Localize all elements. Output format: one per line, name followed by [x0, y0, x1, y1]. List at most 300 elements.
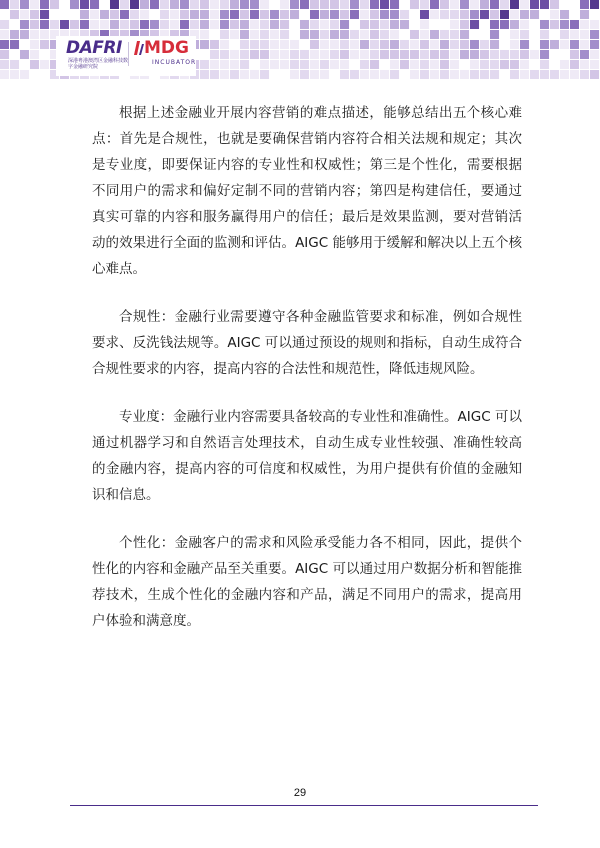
mosaic-tile	[370, 70, 379, 79]
mosaic-tile	[510, 60, 519, 69]
mosaic-tile	[270, 50, 279, 59]
mosaic-tile	[580, 70, 589, 79]
mosaic-tile	[590, 0, 599, 9]
mosaic-tile	[560, 60, 569, 69]
mosaic-tile	[320, 70, 329, 79]
paragraph-personalization: 个性化：金融客户的需求和风险承受能力各不相同，因此，提供个性化的内容和金融产品至关重要。AIGC 可以通过用户数据分析和智能推荐技术，生成个性化的金融内容和产品，满足不同用户的需求，提高用户体验和满意度。	[92, 535, 522, 629]
mosaic-tile	[400, 60, 409, 69]
mosaic-tile	[420, 70, 429, 79]
mosaic-tile	[450, 40, 459, 49]
mosaic-tile	[460, 10, 469, 19]
mosaic-tile	[280, 50, 289, 59]
mosaic-tile	[10, 30, 19, 39]
mosaic-tile	[420, 50, 429, 59]
mosaic-tile	[70, 0, 79, 9]
mosaic-tile	[410, 0, 419, 9]
mosaic-tile	[430, 70, 439, 79]
mosaic-tile	[340, 70, 349, 79]
mosaic-tile	[590, 50, 599, 59]
mosaic-tile	[250, 70, 259, 79]
mosaic-tile	[520, 60, 529, 69]
dafri-logo	[62, 38, 129, 72]
mosaic-tile	[210, 20, 219, 29]
mosaic-tile	[580, 50, 589, 59]
mosaic-tile	[410, 70, 419, 79]
mosaic-tile	[320, 60, 329, 69]
mosaic-tile	[420, 60, 429, 69]
mosaic-tile	[170, 20, 179, 29]
mosaic-tile	[160, 10, 169, 19]
mosaic-tile	[590, 40, 599, 49]
paragraph-compliance: 合规性：金融行业需要遵守各种金融监管要求和标准，例如合规性要求、反洗钱法规等。AIGC 可以通过预设的规则和指标，自动生成符合合规性要求的内容，提高内容的合法性和规范性，降低违规风险。	[92, 309, 522, 377]
mosaic-tile	[280, 60, 289, 69]
mosaic-tile	[490, 30, 499, 39]
mosaic-tile	[590, 60, 599, 69]
mosaic-tile	[570, 70, 579, 79]
mosaic-tile	[330, 0, 339, 9]
mosaic-tile	[110, 0, 119, 9]
mosaic-tile	[470, 10, 479, 19]
mosaic-tile	[590, 30, 599, 39]
mosaic-tile	[120, 0, 129, 9]
mosaic-tile	[220, 40, 229, 49]
mosaic-tile	[260, 60, 269, 69]
mosaic-tile	[520, 50, 529, 59]
mosaic-tile	[30, 0, 39, 9]
mosaic-tile	[470, 50, 479, 59]
mosaic-tile	[320, 10, 329, 19]
mosaic-tile	[0, 60, 9, 69]
mdg-logo-subtitle: INCUBATOR	[152, 59, 197, 66]
mosaic-tile	[220, 50, 229, 59]
mosaic-tile	[390, 40, 399, 49]
mosaic-tile	[450, 0, 459, 9]
mosaic-tile	[160, 0, 169, 9]
mosaic-tile	[280, 20, 289, 29]
mosaic-tile	[580, 30, 589, 39]
mosaic-tile	[360, 10, 369, 19]
mosaic-tile	[460, 50, 469, 59]
mosaic-tile	[260, 30, 269, 39]
mosaic-tile	[310, 50, 319, 59]
mosaic-tile	[100, 10, 109, 19]
mosaic-tile	[490, 10, 499, 19]
mosaic-tile	[340, 20, 349, 29]
mosaic-tile	[510, 20, 519, 29]
mosaic-tile	[450, 30, 459, 39]
footer-divider	[70, 805, 538, 806]
mosaic-tile	[370, 40, 379, 49]
mosaic-tile	[410, 40, 419, 49]
mosaic-tile	[20, 10, 29, 19]
mosaic-tile	[250, 50, 259, 59]
mosaic-tile	[410, 60, 419, 69]
paragraph-intro: 根据上述金融业开展内容营销的难点描述，能够总结出五个核心难点：首先是合规性，也就是要确保营销内容符合相关法规和规定；其次是专业度，即要保证内容的专业性和权威性；第三是个性化，需要根据不同用户的需求和偏好定制不同的营销内容；第四是构建信任，要通过真实可靠的内容和服务赢得用户的信任；最后是效果监测，要对营销活动的效果进行全面的监测和评估。AIGC 能够用于缓解和解决以上五个核心难点。	[92, 105, 522, 277]
mosaic-tile	[310, 0, 319, 9]
mosaic-tile	[130, 0, 139, 9]
mosaic-tile	[560, 10, 569, 19]
mosaic-tile	[80, 20, 89, 29]
mosaic-tile	[240, 30, 249, 39]
dafri-logo-subtitle: 深港粤港澳湾区金融科技数字金融研究院	[68, 58, 129, 70]
mosaic-tile	[450, 70, 459, 79]
mosaic-tile	[80, 10, 89, 19]
mosaic-tile	[290, 50, 299, 59]
mosaic-tile	[230, 0, 239, 9]
mosaic-tile	[370, 50, 379, 59]
mosaic-tile	[200, 40, 209, 49]
mosaic-tile	[360, 50, 369, 59]
mosaic-tile	[150, 0, 159, 9]
mosaic-tile	[540, 0, 549, 9]
mosaic-tile	[390, 10, 399, 19]
mosaic-tile	[350, 0, 359, 9]
mosaic-tile	[350, 30, 359, 39]
mosaic-tile	[540, 40, 549, 49]
mosaic-tile	[430, 10, 439, 19]
mosaic-tile	[20, 70, 29, 79]
mosaic-tile	[320, 20, 329, 29]
mosaic-tile	[460, 20, 469, 29]
mosaic-tile	[580, 40, 589, 49]
mosaic-tile	[30, 40, 39, 49]
mosaic-tile	[540, 60, 549, 69]
mosaic-tile	[330, 20, 339, 29]
mosaic-tile	[0, 30, 9, 39]
mosaic-tile	[170, 0, 179, 9]
mosaic-tile	[490, 20, 499, 29]
mosaic-tile	[340, 40, 349, 49]
mosaic-tile	[380, 30, 389, 39]
mosaic-tile	[70, 20, 79, 29]
mosaic-tile	[540, 50, 549, 59]
mosaic-tile	[300, 20, 309, 29]
mosaic-tile	[500, 20, 509, 29]
mosaic-tile	[420, 0, 429, 9]
mosaic-tile	[240, 20, 249, 29]
mdg-logo	[134, 38, 196, 72]
mosaic-tile	[160, 20, 169, 29]
mosaic-tile	[430, 0, 439, 9]
mosaic-tile	[510, 40, 519, 49]
mosaic-tile	[210, 40, 219, 49]
mosaic-tile	[580, 60, 589, 69]
page-number: 29	[293, 787, 307, 799]
mosaic-tile	[580, 10, 589, 19]
mosaic-tile	[510, 70, 519, 79]
mosaic-tile	[480, 0, 489, 9]
mosaic-tile	[360, 60, 369, 69]
mosaic-tile	[200, 30, 209, 39]
mosaic-tile	[490, 70, 499, 79]
mosaic-tile	[390, 70, 399, 79]
mosaic-tile	[30, 30, 39, 39]
mosaic-tile	[230, 20, 239, 29]
mosaic-tile	[220, 60, 229, 69]
mosaic-tile	[260, 50, 269, 59]
mdg-logo-name: MDG	[144, 38, 189, 58]
mosaic-tile	[330, 50, 339, 59]
mosaic-tile	[490, 50, 499, 59]
mosaic-tile	[560, 30, 569, 39]
mosaic-tile	[280, 10, 289, 19]
mosaic-tile	[540, 20, 549, 29]
mosaic-tile	[40, 60, 49, 69]
mosaic-tile	[480, 50, 489, 59]
mosaic-tile	[490, 60, 499, 69]
mosaic-tile	[340, 60, 349, 69]
mosaic-tile	[280, 0, 289, 9]
mosaic-tile	[400, 50, 409, 59]
mosaic-tile	[240, 50, 249, 59]
mosaic-tile	[560, 40, 569, 49]
mosaic-tile	[590, 70, 599, 79]
mosaic-tile	[550, 70, 559, 79]
mosaic-tile	[480, 40, 489, 49]
mosaic-tile	[220, 10, 229, 19]
mosaic-tile	[510, 0, 519, 9]
mosaic-tile	[450, 50, 459, 59]
mosaic-tile	[420, 40, 429, 49]
mosaic-tile	[440, 50, 449, 59]
mosaic-tile	[490, 40, 499, 49]
mosaic-tile	[570, 60, 579, 69]
mosaic-tile	[520, 20, 529, 29]
mdg-logo-mark-icon	[134, 41, 144, 55]
body-text	[92, 100, 522, 656]
mosaic-tile	[260, 0, 269, 9]
mosaic-tile	[330, 10, 339, 19]
logo-area	[56, 36, 196, 76]
mosaic-tile	[510, 30, 519, 39]
mosaic-tile	[360, 0, 369, 9]
mosaic-tile	[400, 20, 409, 29]
mosaic-tile	[20, 20, 29, 29]
mosaic-tile	[40, 20, 49, 29]
mosaic-tile	[140, 0, 149, 9]
mosaic-tile	[330, 60, 339, 69]
mosaic-tile	[480, 70, 489, 79]
mosaic-tile	[310, 70, 319, 79]
mosaic-tile	[370, 30, 379, 39]
mosaic-tile	[370, 60, 379, 69]
mosaic-tile	[240, 60, 249, 69]
mosaic-tile	[370, 0, 379, 9]
mosaic-tile	[250, 40, 259, 49]
mosaic-tile	[480, 10, 489, 19]
mosaic-tile	[340, 0, 349, 9]
mosaic-tile	[390, 60, 399, 69]
mosaic-tile	[370, 10, 379, 19]
mosaic-tile	[370, 20, 379, 29]
mosaic-tile	[290, 0, 299, 9]
mosaic-tile	[130, 20, 139, 29]
mosaic-tile	[320, 0, 329, 9]
mosaic-tile	[0, 70, 9, 79]
mosaic-tile	[90, 10, 99, 19]
mosaic-tile	[520, 40, 529, 49]
mosaic-tile	[230, 50, 239, 59]
mosaic-tile	[90, 0, 99, 9]
mosaic-tile	[410, 30, 419, 39]
mosaic-tile	[440, 0, 449, 9]
mosaic-tile	[360, 40, 369, 49]
mosaic-tile	[10, 40, 19, 49]
mosaic-tile	[230, 60, 239, 69]
mosaic-tile	[340, 30, 349, 39]
mosaic-tile	[20, 30, 29, 39]
mosaic-tile	[30, 60, 39, 69]
mosaic-tile	[40, 30, 49, 39]
mosaic-tile	[20, 0, 29, 9]
mosaic-tile	[390, 0, 399, 9]
mosaic-tile	[210, 50, 219, 59]
mosaic-tile	[270, 60, 279, 69]
mosaic-tile	[350, 50, 359, 59]
mosaic-tile	[350, 40, 359, 49]
mosaic-tile	[550, 0, 559, 9]
mosaic-tile	[340, 10, 349, 19]
mosaic-tile	[190, 20, 199, 29]
mosaic-tile	[200, 70, 209, 79]
mosaic-tile	[240, 10, 249, 19]
mosaic-tile	[310, 30, 319, 39]
mosaic-tile	[210, 0, 219, 9]
mosaic-tile	[300, 30, 309, 39]
mosaic-tile	[220, 0, 229, 9]
mosaic-tile	[30, 20, 39, 29]
mosaic-tile	[430, 30, 439, 39]
mosaic-tile	[260, 70, 269, 79]
mosaic-tile	[570, 20, 579, 29]
mosaic-tile	[0, 40, 9, 49]
mosaic-tile	[280, 30, 289, 39]
mosaic-tile	[430, 50, 439, 59]
mosaic-tile	[50, 20, 59, 29]
mosaic-tile	[190, 0, 199, 9]
mosaic-tile	[350, 10, 359, 19]
mosaic-tile	[440, 10, 449, 19]
mosaic-tile	[360, 30, 369, 39]
mosaic-tile	[500, 60, 509, 69]
mosaic-tile	[10, 10, 19, 19]
mosaic-tile	[380, 10, 389, 19]
mosaic-tile	[520, 30, 529, 39]
mosaic-tile	[380, 50, 389, 59]
mosaic-tile	[60, 20, 69, 29]
mosaic-tile	[570, 30, 579, 39]
mosaic-tile	[190, 10, 199, 19]
mosaic-tile	[580, 20, 589, 29]
mosaic-tile	[210, 60, 219, 69]
mosaic-tile	[270, 10, 279, 19]
mosaic-tile	[380, 40, 389, 49]
mosaic-tile	[230, 70, 239, 79]
mosaic-tile	[470, 70, 479, 79]
mosaic-tile	[560, 70, 569, 79]
mosaic-tile	[220, 30, 229, 39]
mosaic-tile	[150, 20, 159, 29]
mosaic-tile	[10, 60, 19, 69]
mosaic-tile	[310, 10, 319, 19]
mosaic-tile	[290, 60, 299, 69]
mosaic-tile	[230, 30, 239, 39]
mosaic-tile	[310, 60, 319, 69]
logo-divider	[128, 42, 129, 66]
mosaic-tile	[290, 40, 299, 49]
mosaic-tile	[250, 0, 259, 9]
mosaic-tile	[20, 50, 29, 59]
mosaic-tile	[250, 20, 259, 29]
mosaic-tile	[310, 20, 319, 29]
mosaic-tile	[260, 40, 269, 49]
mosaic-tile	[460, 40, 469, 49]
mosaic-tile	[0, 0, 9, 9]
mosaic-tile	[390, 50, 399, 59]
mosaic-tile	[530, 50, 539, 59]
mosaic-tile	[550, 20, 559, 29]
mosaic-tile	[260, 10, 269, 19]
mosaic-tile	[200, 20, 209, 29]
mosaic-tile	[310, 40, 319, 49]
mosaic-tile	[470, 20, 479, 29]
mosaic-tile	[120, 20, 129, 29]
mosaic-tile	[200, 10, 209, 19]
mosaic-tile	[570, 50, 579, 59]
mosaic-tile	[90, 20, 99, 29]
mosaic-tile	[590, 20, 599, 29]
mosaic-tile	[550, 40, 559, 49]
mosaic-tile	[30, 50, 39, 59]
mosaic-tile	[220, 70, 229, 79]
mosaic-tile	[480, 60, 489, 69]
mosaic-tile	[490, 0, 499, 9]
mosaic-tile	[30, 10, 39, 19]
mosaic-tile	[420, 30, 429, 39]
mosaic-tile	[520, 10, 529, 19]
mosaic-tile	[500, 10, 509, 19]
mosaic-tile	[540, 30, 549, 39]
mosaic-tile	[40, 40, 49, 49]
mosaic-tile	[390, 20, 399, 29]
mosaic-tile	[260, 20, 269, 29]
mosaic-tile	[450, 20, 459, 29]
mosaic-tile	[360, 70, 369, 79]
mosaic-tile	[330, 40, 339, 49]
mosaic-tile	[540, 70, 549, 79]
mosaic-tile	[430, 60, 439, 69]
mosaic-tile	[380, 0, 389, 9]
mosaic-tile	[460, 70, 469, 79]
mosaic-tile	[580, 0, 589, 9]
mosaic-tile	[420, 20, 429, 29]
mosaic-tile	[570, 40, 579, 49]
mosaic-tile	[40, 10, 49, 19]
mosaic-tile	[230, 10, 239, 19]
mosaic-tile	[110, 10, 119, 19]
mosaic-tile	[350, 70, 359, 79]
mosaic-tile	[10, 0, 19, 9]
mosaic-tile	[460, 30, 469, 39]
mosaic-tile	[80, 0, 89, 9]
mosaic-tile	[450, 10, 459, 19]
mosaic-tile	[500, 50, 509, 59]
paragraph-expertise: 专业度：金融行业内容需要具备较高的专业性和准确性。AIGC 可以通过机器学习和自然语言处理技术，自动生成专业性较强、准确性较高的金融内容，提高内容的可信度和权威性，为用户提供有价值的金融知识和信息。	[92, 409, 522, 503]
mosaic-tile	[530, 70, 539, 79]
mosaic-tile	[300, 60, 309, 69]
mosaic-tile	[200, 60, 209, 69]
mosaic-tile	[460, 0, 469, 9]
